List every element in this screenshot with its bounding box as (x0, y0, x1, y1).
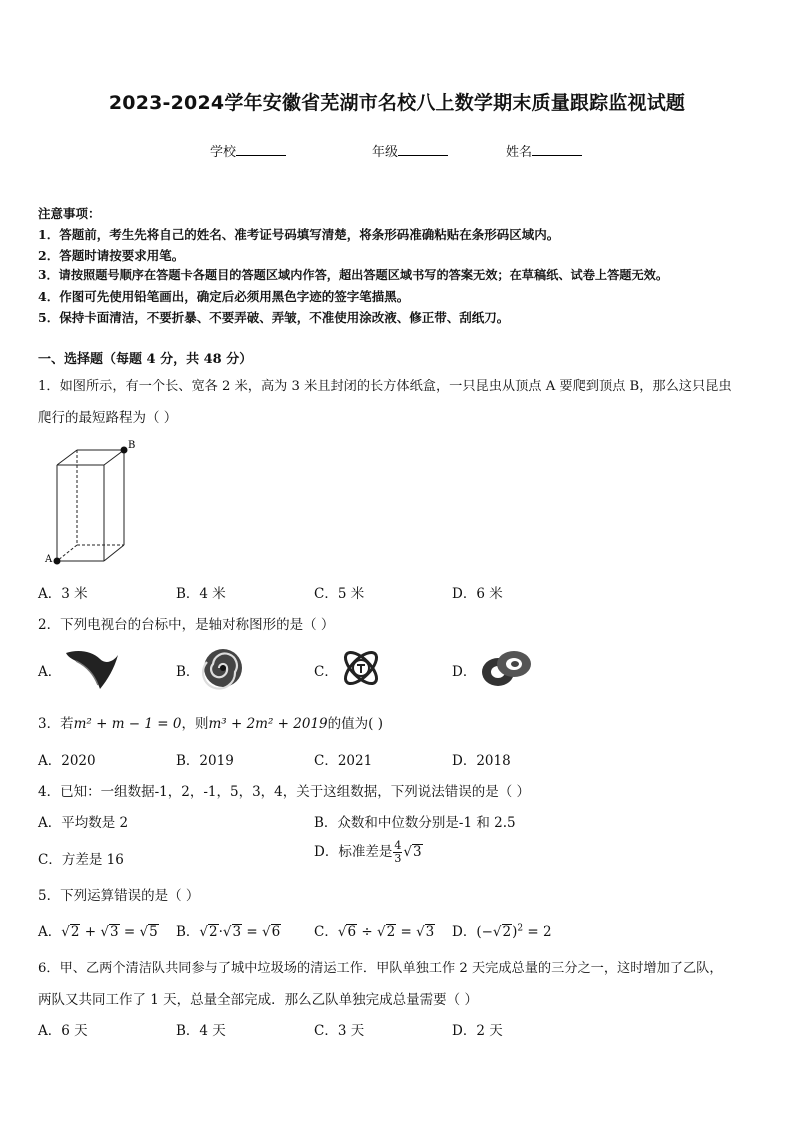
q2-option-c: C． (314, 664, 338, 680)
question-6-stem: 6．甲、乙两个清洁队共同参与了城中垃圾场的清运工作．甲队单独工作 2 天完成总量的三分之一，这时增加了乙队， (38, 961, 723, 976)
page-title: 2023-2024学年安徽省芜湖市名校八上数学期末质量跟踪监视试题 (108, 92, 686, 114)
grade-field[interactable] (372, 141, 448, 160)
q3-option-b: B．2019 (176, 753, 234, 769)
q4-option-b: B．众数和中位数分别是-1 和 2.5 (314, 815, 516, 831)
q3-option-d: D．2018 (452, 753, 511, 769)
section-heading: 一、选择题（每题 4 分，共 48 分） (38, 352, 253, 367)
ribbon-logo-icon (62, 645, 122, 691)
cuboid-figure (40, 438, 150, 570)
question-2-stem: 2．下列电视台的台标中，是轴对称图形的是（ ） (38, 617, 335, 633)
q5-option-a: A．√2 + √3 = √5 (38, 924, 158, 940)
vertex-b-label: B (128, 440, 136, 451)
school-field[interactable] (210, 141, 286, 160)
name-field[interactable] (506, 141, 582, 160)
notice-heading: 注意事项： (38, 206, 101, 221)
q4-option-d: D．标准差是 $\frac{4}{3}$ √3 (314, 839, 422, 865)
question-1-stem: 1．如图所示，有一个长、宽各 2 米，高为 3 米且封闭的长方体纸盒，一只昆虫从顶点 A 要爬到顶点 B，那么这只昆虫 (38, 379, 732, 394)
q6-option-b: B．4 天 (176, 1023, 226, 1039)
notice-item: 5．保持卡面清洁，不要折暴、不要弄破、弄皱，不准使用涂改液、修正带、刮纸刀。 (38, 310, 510, 325)
vertex-a-point (54, 558, 61, 565)
notice-item: 2．答题时请按要求用笔。 (38, 248, 185, 263)
q3-option-a: A．2020 (38, 753, 96, 769)
swirl-logo-icon (200, 646, 246, 690)
vertex-a-label: A (45, 554, 53, 565)
q2-option-d: D． (452, 664, 477, 680)
q2-option-b: B． (176, 664, 200, 680)
q4-option-a: A．平均数是 2 (38, 815, 129, 831)
question-1-stem-cont: 爬行的最短路程为（ ） (38, 410, 178, 426)
q4-option-c: C．方差是 16 (38, 852, 124, 868)
question-5-stem: 5．下列运算错误的是（ ） (38, 888, 200, 904)
q6-option-d: D．2 天 (452, 1023, 503, 1039)
q3-option-c: C．2021 (314, 753, 373, 769)
q2-option-a: A． (38, 664, 62, 680)
notice-item: 4．作图可先使用铅笔画出，确定后必须用黑色字迹的签字笔描黑。 (38, 289, 410, 304)
atom-logo-icon (338, 646, 384, 690)
question-3-stem: 3．若m² + m − 1 = 0，则m³ + 2m² + 2019的值为( ) (38, 716, 383, 732)
question-6-stem-cont: 两队又共同工作了 1 天，总量全部完成．那么乙队单独完成总量需要（ ） (38, 992, 478, 1008)
grade-label: 年级 (372, 145, 399, 160)
q3-expression: m³ + 2m² + 2019 (208, 716, 328, 732)
q1-option-b: B．4 米 (176, 586, 226, 602)
question-4-stem: 4．已知：一组数据-1，2，-1，5，3，4，关于这组数据，下列说法错误的是（ ） (38, 784, 531, 800)
q1-option-d: D．6 米 (452, 586, 503, 602)
spiral-logo-icon (478, 648, 534, 688)
q1-option-a: A．3 米 (38, 586, 88, 602)
vertex-b-point (121, 447, 128, 454)
q6-option-a: A．6 天 (38, 1023, 88, 1039)
q5-option-b: B．√2·√3 = √6 (176, 924, 281, 940)
q1-option-c: C．5 米 (314, 586, 365, 602)
q5-option-c: C．√6 ÷ √2 = √3 (314, 924, 435, 940)
q3-condition: m² + m − 1 = 0 (73, 716, 182, 732)
notice-item: 1．答题前，考生先将自己的姓名、准考证号码填写清楚，将条形码准确粘贴在条形码区域内。 (38, 227, 560, 242)
q6-option-c: C．3 天 (314, 1023, 365, 1039)
school-label: 学校 (210, 145, 237, 160)
q5-option-d: D．$(-√2)^2 = 2$ (452, 923, 552, 940)
name-label: 姓名 (506, 145, 533, 160)
notice-item: 3．请按照题号顺序在答题卡各题目的答题区域内作答，超出答题区域书写的答案无效；在草稿纸、试卷上答题无效。 (38, 268, 669, 282)
